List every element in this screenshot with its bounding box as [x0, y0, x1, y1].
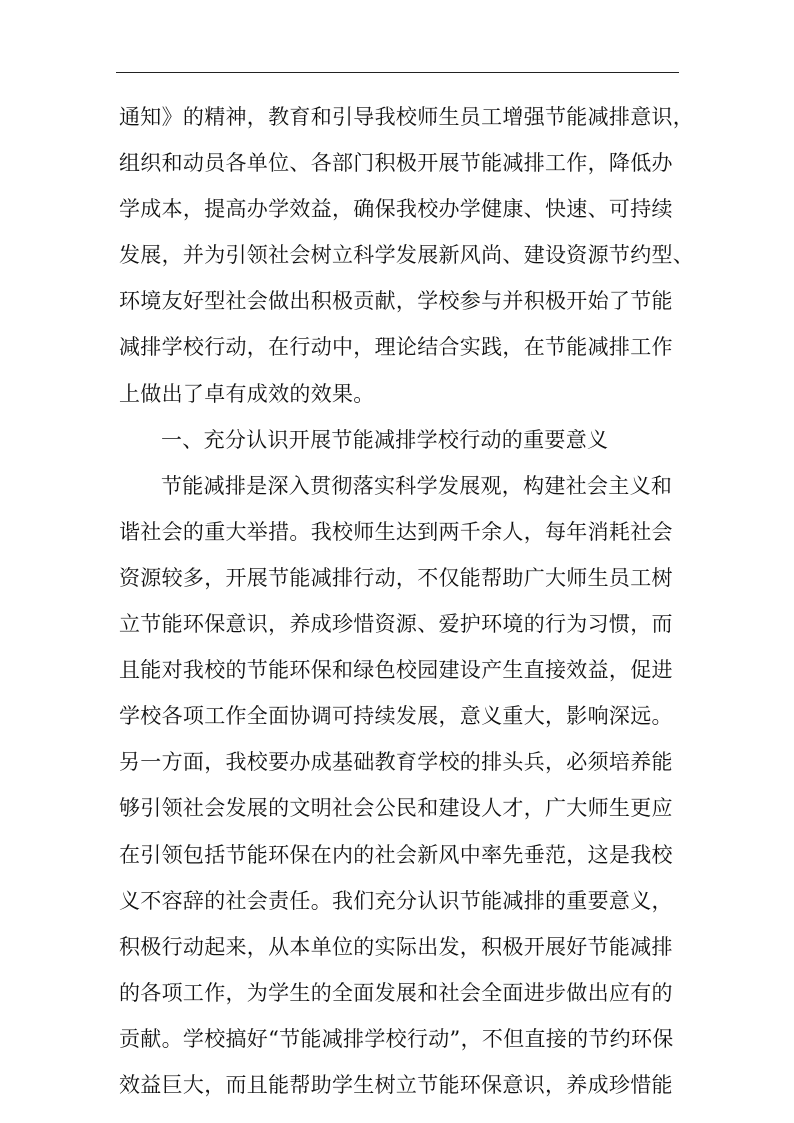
text-line: 学校各项工作全面协调可持续发展，意义重大，影响深远。	[119, 704, 673, 729]
text-line: 贡献。学校搞好“节能减排学校行动”，不但直接的节约环保	[119, 1026, 674, 1051]
text-line: 义不容辞的社会责任。我们充分认识节能减排的重要意义，	[119, 888, 673, 913]
text-line: 学成本，提高办学效益，确保我校办学健康、快速、可持续	[119, 197, 673, 222]
text-line: 够引领社会发展的文明社会公民和建设人才，广大师生更应	[119, 796, 673, 821]
text-line: 资源较多，开展节能减排行动，不仅能帮助广大师生员工树	[119, 565, 673, 590]
section-heading: 一、充分认识开展节能减排学校行动的重要意义	[161, 427, 609, 452]
text-line: 的各项工作，为学生的全面发展和社会全面进步做出应有的	[119, 980, 673, 1005]
text-line: 通知》的精神，教育和引导我校师生员工增强节能减排意识，	[119, 105, 695, 129]
text-line: 立节能环保意识，养成珍惜资源、爱护环境的行为习惯，而	[119, 612, 673, 637]
text-line: 效益巨大，而且能帮助学生树立节能环保意识，养成珍惜能	[119, 1072, 673, 1097]
text-line: 发展，并为引领社会树立科学发展新风尚、建设资源节约型、	[119, 243, 695, 268]
text-line: 且能对我校的节能环保和绿色校园建设产生直接效益，促进	[119, 658, 673, 683]
text-line: 上做出了卓有成效的效果。	[119, 381, 375, 406]
text-line: 减排学校行动，在行动中，理论结合实践，在节能减排工作	[119, 335, 673, 360]
body-text	[119, 94, 695, 1108]
text-line: 积极行动起来，从本单位的实际出发，积极开展好节能减排	[119, 934, 673, 959]
text-line: 另一方面，我校要办成基础教育学校的排头兵，必须培养能	[119, 750, 673, 775]
text-line: 组织和动员各单位、各部门积极开展节能减排工作，降低办	[119, 151, 673, 176]
text-line: 环境友好型社会做出积极贡献，学校参与并积极开始了节能	[119, 289, 673, 314]
header-rule	[116, 72, 679, 73]
text-line: 在引领包括节能环保在内的社会新风中率先垂范，这是我校	[119, 842, 673, 867]
paragraph-start: 节能减排是深入贯彻落实科学发展观，构建社会主义和	[161, 473, 673, 498]
text-line: 谐社会的重大举措。我校师生达到两千余人，每年消耗社会	[119, 519, 673, 544]
